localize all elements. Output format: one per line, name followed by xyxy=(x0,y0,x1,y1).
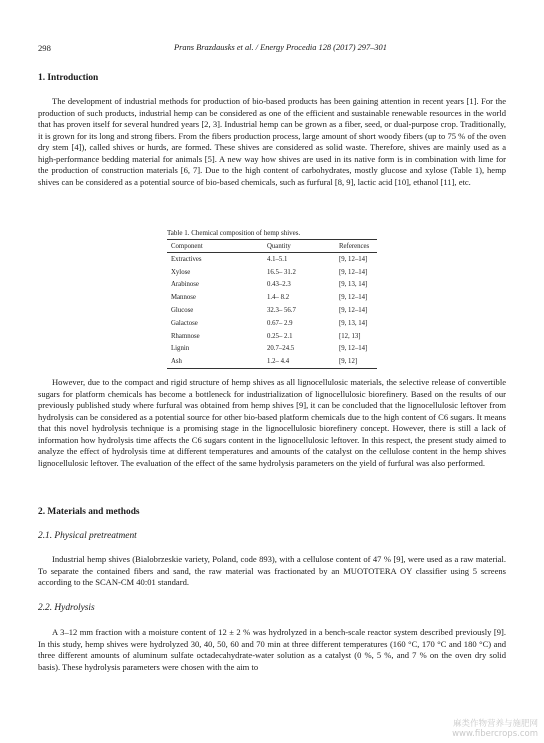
watermark-line-2: www.fibercrops.com xyxy=(452,729,538,739)
table-row xyxy=(167,330,377,343)
table-cell: [9, 12–14] xyxy=(339,294,368,302)
table-cell: [9, 13, 14] xyxy=(339,281,368,289)
table-cell: 0.25– 2.1 xyxy=(267,332,293,340)
table-cell: [9, 13, 14] xyxy=(339,319,368,327)
section-heading-materials: 2. Materials and methods xyxy=(38,507,140,517)
table-cell: 0.67– 2.9 xyxy=(267,319,293,327)
table-caption: Table 1. Chemical composition of hemp shives. xyxy=(167,229,301,237)
table-cell: 20.7–24.5 xyxy=(267,345,295,353)
table-row xyxy=(167,253,377,266)
subsection-heading-hydrolysis: 2.2. Hydrolysis xyxy=(38,603,95,613)
hydrolysis-paragraph: A 3–12 mm fraction with a moisture content of 12 ± 2 % was hydrolyzed in a bench-scale reactor system described previously [9]. In this study, hemp shives were hydrolyzed 30, 40, 50, 60 and 70 min at three different temperatures (160 °C, 170 °C and 180 °C) and three different amounts of aluminum sulfate octadecahydrate-water solution as a catalyst (0 %, 5 %, and 7 % on the oven dry solid basis). These hydrolysis parameters were chosen with the aim to xyxy=(38,627,506,672)
table-cell: Ash xyxy=(167,355,263,368)
table-cell: [9, 12–14] xyxy=(339,307,368,315)
table-cell: 4.1–5.1 xyxy=(267,255,288,263)
column-header: Quantity xyxy=(263,240,335,253)
page-number: 298 xyxy=(38,43,51,53)
site-watermark xyxy=(452,719,538,739)
table-row xyxy=(167,279,377,292)
table-row xyxy=(167,355,377,368)
table-cell: Mannose xyxy=(171,294,196,302)
table-cell: 0.43–2.3 xyxy=(267,281,291,289)
intro-paragraph-2: However, due to the compact and rigid structure of hemp shives as all lignocellulosic materials, the selective release of convertible sugars for platform chemicals has become a bottleneck for industrialization of lignocellulosic biorefinery. Based on the results of our previously published study where furfural was obtained from hemp shives [9], it can be concluded that the lignocellulosic leftover from hydrolysis can be considered as a potential source for other bio-based platform chemicals due to the high content of C6 sugars. It means that this novel hydrolysis technique is a promising stage in the lignocellulosic biorefinery concept. However, there is still a lack of information how hydrolysis time affects the C6 sugars content in the lignocellulosic leftover. In this respect, the present study aimed to analyze the effect of hydrolysis time at different temperatures and amounts of the catalyst on the cellulose content in the hemp shives lignocellulosic leftover. The evaluation of the effect of the same hydrolysis parameters on the yield of furfural was also performed. xyxy=(38,377,506,468)
table-row xyxy=(167,304,377,317)
table-row xyxy=(167,317,377,330)
subsection-heading-pretreatment: 2.1. Physical pretreatment xyxy=(38,531,137,541)
section-heading-introduction: 1. Introduction xyxy=(38,73,99,83)
table-cell: [9, 12–14] xyxy=(339,268,368,276)
running-title: Prans Brazdausks et al. / Energy Procedia 128 (2017) 297–301 xyxy=(174,43,387,52)
table-row xyxy=(167,291,377,304)
column-header: References xyxy=(335,240,377,253)
table-cell: 1.2– 4.4 xyxy=(263,355,335,368)
table-cell: 1.4– 8.2 xyxy=(267,294,290,302)
pretreatment-paragraph: Industrial hemp shives (Bialobrzeskie variety, Poland, code 893), with a cellulose content of 47 % [9], were used as a raw material. To separate the contained fibers and sand, the raw material was fractionated by an MUOTOTERA OY classifier using 5 screens according to the SCAN-CM 40:01 standard. xyxy=(38,554,506,587)
table-cell: Xylose xyxy=(171,268,191,276)
table-cell: Rhamnose xyxy=(171,332,200,340)
table-cell: 32.3– 56.7 xyxy=(267,307,296,315)
table-cell: [9, 12–14] xyxy=(339,345,368,353)
table-cell: Lignin xyxy=(171,345,190,353)
table-cell: Arabinose xyxy=(171,281,199,289)
table-cell: Extractives xyxy=(171,255,202,263)
table-cell: Glucose xyxy=(171,307,194,315)
table-cell: [9, 12] xyxy=(335,355,377,368)
table-cell: [9, 12–14] xyxy=(339,255,368,263)
table-cell: [12, 13] xyxy=(339,332,361,340)
chemical-composition-table xyxy=(167,239,377,369)
column-header: Component xyxy=(167,240,263,253)
table-cell: 16.5– 31.2 xyxy=(267,268,296,276)
table-row xyxy=(167,266,377,279)
table-row xyxy=(167,343,377,356)
intro-paragraph-1: The development of industrial methods for production of bio-based products has been gaining attention in recent years [1]. For the production of such products, industrial hemp can be considered as one of the efficient and sustainable renewable resources in the world that has proven itself for several hundred years [2, 3]. Industrial hemp can be grown as a fiber, seed, or dual-purpose crop. Traditionally, it is grown for its long and strong fibers. From the fibers production process, large amount of short woody fibers (up to 75 % of the oven dry stem [4]), called shives or hurds, are formed. These shives are considered as solid waste. Therefore, shives are mainly used as a high-performance bedding material for animals [5]. A new way how shives are used in its native form is in combination with lime for the production of construction materials [6, 7]. Due to the high content of carbohydrates, mostly glucose and xylose (Table 1), hemp shives can be considered as a potential source of bio-based chemicals, such as furfural [8, 9], lactic acid [10], ethanol [11], etc. xyxy=(38,96,506,187)
watermark-line-1: 麻类作物营养与施肥网 xyxy=(452,719,538,729)
table-header-row xyxy=(167,240,377,253)
table-cell: Galactose xyxy=(171,319,198,327)
